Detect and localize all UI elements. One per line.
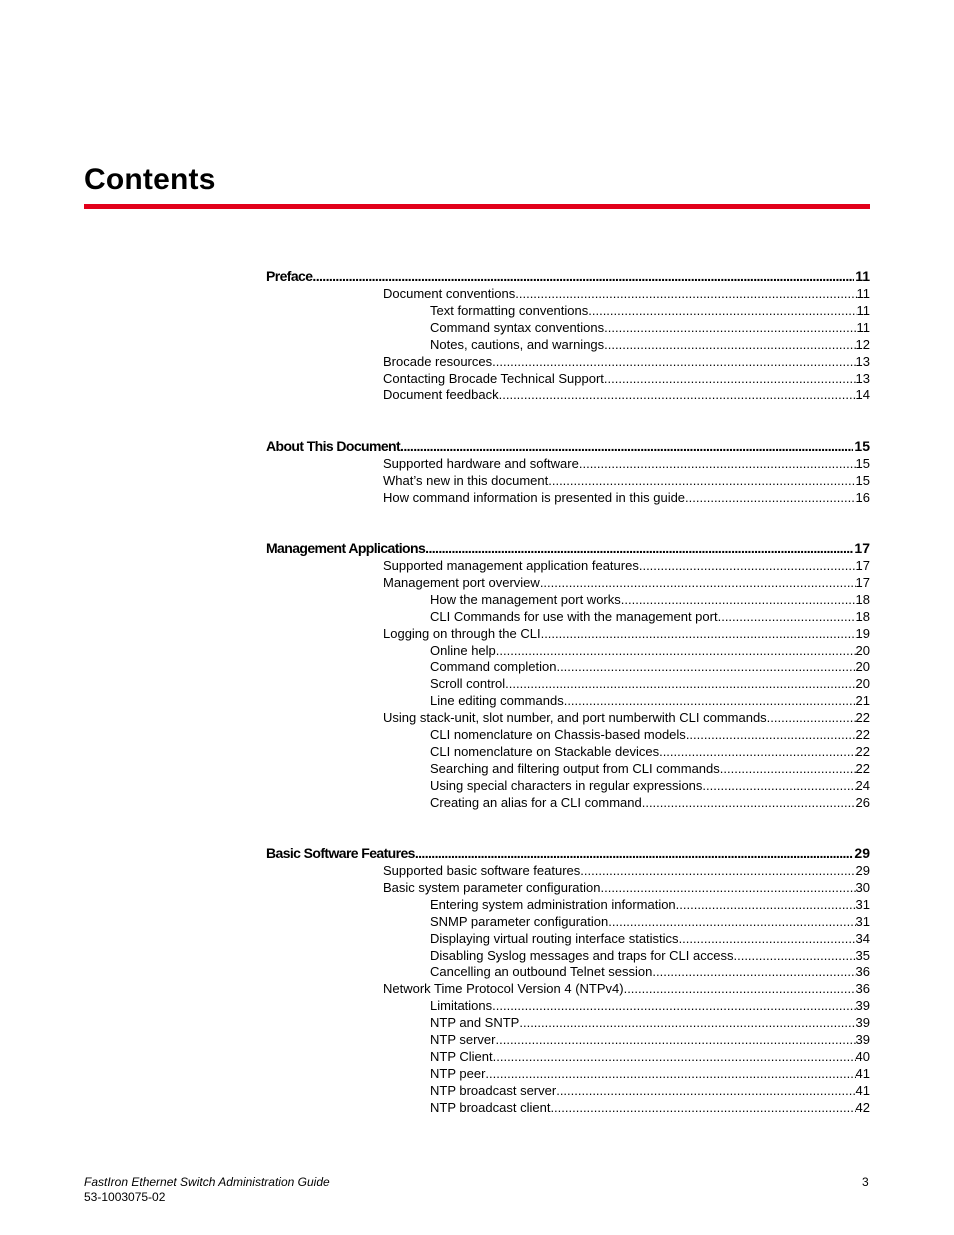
toc-entry-label: Brocade resources [383, 353, 493, 369]
toc-entry-label: Line editing commands [430, 693, 564, 709]
toc-entry[interactable] [430, 675, 870, 692]
toc-entry-label: Basic system parameter configuration [383, 879, 601, 895]
toc-entry-page: 22 [855, 727, 870, 742]
toc-leader-dots [652, 963, 855, 980]
toc-entry-label: Limitations [430, 998, 493, 1014]
toc-entry-label: CLI nomenclature on Stackable devices [430, 743, 660, 759]
toc-entry-label: Command completion [430, 659, 557, 675]
toc-entry-page: 17 [855, 574, 870, 590]
toc-entry-page: 13 [855, 353, 870, 369]
toc-leader-dots [624, 980, 856, 997]
toc-entry[interactable] [383, 472, 870, 489]
toc-leader-dots [425, 538, 853, 558]
toc-leader-dots [548, 472, 855, 489]
page-title: Contents [84, 163, 216, 196]
footer [84, 1175, 330, 1205]
toc-leader-dots [540, 574, 856, 591]
toc-entry-label: NTP and SNTP [430, 1015, 520, 1031]
toc-entry-page: 11 [855, 268, 870, 284]
toc-entry-page: 20 [855, 676, 870, 692]
toc-leader-dots [679, 930, 856, 947]
toc-entry-label: How command information is presented in this guide [383, 489, 686, 505]
toc-entry-page: 42 [855, 1099, 870, 1115]
toc-entry-label: NTP server [430, 1032, 496, 1047]
toc-entry-label: NTP peer [430, 1065, 486, 1081]
toc-entry-label: CLI Commands for use with the management port [430, 608, 718, 624]
toc-entry-page: 39 [855, 1015, 870, 1031]
toc-entry[interactable] [383, 285, 870, 302]
toc-entry-page: 39 [855, 1032, 870, 1047]
toc-leader-dots [400, 436, 853, 456]
toc-entry[interactable] [430, 1031, 870, 1048]
toc-entry-label: Management Applications [266, 540, 426, 556]
toc-leader-dots [496, 1031, 856, 1048]
toc-leader-dots [415, 843, 854, 863]
toc-leader-dots [519, 1014, 855, 1031]
toc-entry[interactable] [383, 709, 870, 726]
toc-entry-page: 11 [856, 302, 870, 318]
toc-entry-page: 22 [855, 743, 870, 759]
toc-leader-dots [312, 266, 854, 286]
toc-entry-page: 41 [855, 1082, 870, 1098]
toc-leader-dots [564, 692, 856, 709]
toc-leader-dots [493, 1048, 856, 1065]
toc-chapter-entry[interactable] [266, 436, 870, 456]
toc-leader-dots [604, 319, 856, 336]
toc-leader-dots [492, 997, 855, 1014]
toc-leader-dots [556, 1082, 855, 1099]
toc-entry[interactable] [430, 794, 870, 811]
toc-leader-dots [604, 336, 855, 353]
footer-page-number: 3 [862, 1175, 869, 1189]
toc-entry[interactable] [383, 574, 870, 591]
toc-entry-label: Creating an alias for a CLI command [430, 794, 642, 810]
toc-entry-page: 15 [854, 438, 870, 454]
toc-entry[interactable] [430, 591, 870, 608]
toc-chapter-entry[interactable] [266, 266, 870, 286]
toc-entry-label: Entering system administration information [430, 896, 676, 912]
toc-entry[interactable] [430, 302, 870, 319]
toc-entry-label: Basic Software Features [266, 845, 415, 861]
toc-entry-page: 19 [855, 625, 870, 641]
toc-leader-dots [685, 489, 855, 506]
toc-entry-page: 26 [855, 794, 870, 810]
toc-leader-dots [718, 608, 856, 625]
toc-entry[interactable] [383, 455, 870, 472]
toc-entry[interactable] [430, 997, 870, 1014]
toc-entry[interactable] [383, 489, 870, 506]
toc-entry-label: Network Time Protocol Version 4 (NTPv4) [383, 981, 624, 997]
toc-entry-page: 14 [855, 387, 870, 403]
toc-entry[interactable] [383, 980, 870, 997]
toc-leader-dots [580, 862, 855, 879]
toc-entry-page: 34 [855, 930, 870, 946]
toc-entry[interactable] [383, 879, 870, 896]
footer-guide-title: FastIron Ethernet Switch Administration Guide [84, 1175, 330, 1189]
toc-entry[interactable] [430, 743, 870, 760]
toc-entry-page: 36 [855, 981, 870, 997]
toc-entry[interactable] [430, 692, 870, 709]
toc-entry-page: 12 [855, 336, 870, 352]
toc-leader-dots [642, 794, 856, 811]
toc-entry[interactable] [430, 1014, 870, 1031]
toc-leader-dots [485, 1065, 855, 1082]
toc-entry[interactable] [430, 658, 870, 675]
toc-entry-page: 41 [855, 1065, 870, 1081]
toc-entry-label: Preface [266, 268, 313, 284]
toc-entry-label: Online help [430, 642, 496, 658]
toc-leader-dots [767, 709, 856, 726]
toc-entry-label: Document conventions [383, 286, 516, 301]
footer-doc-number: 53-1003075-02 [84, 1190, 166, 1204]
toc-entry-label: Notes, cautions, and warnings [430, 336, 605, 352]
toc-leader-dots [733, 947, 855, 964]
toc-entry-label: Displaying virtual routing interface statistics [430, 930, 679, 946]
toc-entry-label: NTP Client [430, 1048, 493, 1064]
toc-entry-label: Command syntax conventions [430, 319, 605, 335]
toc-entry-label: NTP broadcast server [430, 1082, 557, 1098]
toc-leader-dots [639, 557, 856, 574]
toc-entry-label: Using stack-unit, slot number, and port numberwith CLI commands [383, 710, 767, 726]
toc-leader-dots [492, 353, 855, 370]
toc-entry-page: 35 [855, 947, 870, 963]
toc-entry-page: 18 [855, 608, 870, 624]
toc-entry-page: 20 [855, 659, 870, 675]
toc-entry[interactable] [430, 642, 870, 659]
toc-entry[interactable] [430, 1065, 870, 1082]
toc-entry-label: What’s new in this document [383, 472, 549, 488]
toc-entry[interactable] [430, 896, 870, 913]
toc-entry[interactable] [430, 930, 870, 947]
toc-leader-dots [541, 625, 856, 642]
toc-entry[interactable] [383, 625, 870, 642]
toc-chapter-entry[interactable] [266, 538, 870, 558]
toc-leader-dots [676, 896, 856, 913]
toc-entry[interactable] [430, 1099, 870, 1116]
toc-entry-page: 24 [855, 777, 870, 793]
toc-entry[interactable] [430, 947, 870, 964]
toc-entry[interactable] [430, 336, 870, 353]
toc-entry-page: 15 [855, 456, 870, 471]
toc-entry-page: 15 [855, 472, 870, 488]
toc-entry-label: Supported basic software features [383, 863, 581, 878]
toc-entry-page: 17 [854, 540, 870, 556]
toc-entry-page: 17 [855, 558, 870, 573]
toc-entry-label: Disabling Syslog messages and traps for CLI access [430, 947, 734, 963]
toc-entry-page: 22 [855, 710, 870, 726]
toc-entry-label: Logging on through the CLI [383, 625, 541, 641]
toc-entry-page: 39 [855, 998, 870, 1014]
toc-entry-label: Document feedback [383, 387, 499, 403]
toc-leader-dots [702, 777, 855, 794]
toc-leader-dots [588, 302, 856, 319]
toc-entry[interactable] [383, 557, 870, 574]
toc-entry-label: About This Document [266, 438, 401, 454]
toc-entry[interactable] [383, 353, 870, 370]
toc-entry-page: 30 [855, 879, 870, 895]
toc-entry-page: 36 [855, 964, 870, 980]
toc-entry[interactable] [430, 608, 870, 625]
toc-entry-page: 31 [855, 913, 870, 929]
toc-entry[interactable] [383, 862, 870, 879]
toc-entry-label: Cancelling an outbound Telnet session [430, 964, 653, 980]
toc-leader-dots [659, 743, 855, 760]
toc-entry-label: SNMP parameter configuration [430, 913, 609, 929]
toc-entry[interactable] [430, 1082, 870, 1099]
toc-entry[interactable] [430, 1048, 870, 1065]
toc-entry-page: 16 [855, 489, 870, 505]
toc-leader-dots [720, 760, 856, 777]
toc-entry-page: 13 [855, 370, 870, 386]
toc-entry[interactable] [383, 370, 870, 387]
toc-entry-label: Text formatting conventions [430, 302, 589, 318]
toc-entry-page: 29 [854, 845, 870, 861]
toc-entry-label: How the management port works [430, 591, 621, 607]
toc-entry-label: NTP broadcast client [430, 1099, 551, 1115]
toc-leader-dots [608, 913, 855, 930]
toc-entry-page: 21 [855, 693, 870, 709]
toc-entry-label: Management port overview [383, 574, 540, 590]
toc-entry-page: 40 [855, 1048, 870, 1064]
toc-entry-label: Supported management application features [383, 558, 639, 573]
toc-leader-dots [621, 591, 856, 608]
toc-leader-dots [686, 726, 856, 743]
toc-leader-dots [505, 675, 855, 692]
toc-leader-dots [600, 879, 855, 896]
toc-entry[interactable] [430, 760, 870, 777]
toc-leader-dots [499, 386, 856, 403]
toc-entry-page: 11 [856, 319, 870, 335]
toc-entry-page: 31 [855, 896, 870, 912]
toc-leader-dots [604, 370, 856, 387]
toc-entry[interactable] [430, 777, 870, 794]
toc-chapter-entry[interactable] [266, 843, 870, 863]
toc-entry[interactable] [430, 319, 870, 336]
toc-entry-label: Supported hardware and software [383, 456, 579, 471]
toc-leader-dots [496, 642, 856, 659]
toc-entry-page: 29 [855, 863, 870, 878]
toc-leader-dots [550, 1099, 855, 1116]
toc-leader-dots [556, 658, 855, 675]
toc-entry-label: CLI nomenclature on Chassis-based models [430, 727, 686, 742]
toc-entry-page: 18 [855, 591, 870, 607]
toc-entry[interactable] [430, 726, 870, 743]
toc-entry-label: Scroll control [430, 676, 506, 692]
toc-entry[interactable] [430, 913, 870, 930]
toc-entry[interactable] [383, 386, 870, 403]
toc-leader-dots [515, 285, 856, 302]
toc-entry-label: Searching and filtering output from CLI commands [430, 760, 720, 776]
toc-entry-page: 22 [855, 760, 870, 776]
title-rule [84, 204, 870, 209]
toc-entry-page: 20 [855, 642, 870, 658]
toc-entry-page: 11 [856, 286, 870, 301]
toc-entry[interactable] [430, 963, 870, 980]
toc-entry-label: Using special characters in regular expressions [430, 777, 703, 793]
toc-leader-dots [579, 455, 856, 472]
toc-entry-label: Contacting Brocade Technical Support [383, 370, 604, 386]
